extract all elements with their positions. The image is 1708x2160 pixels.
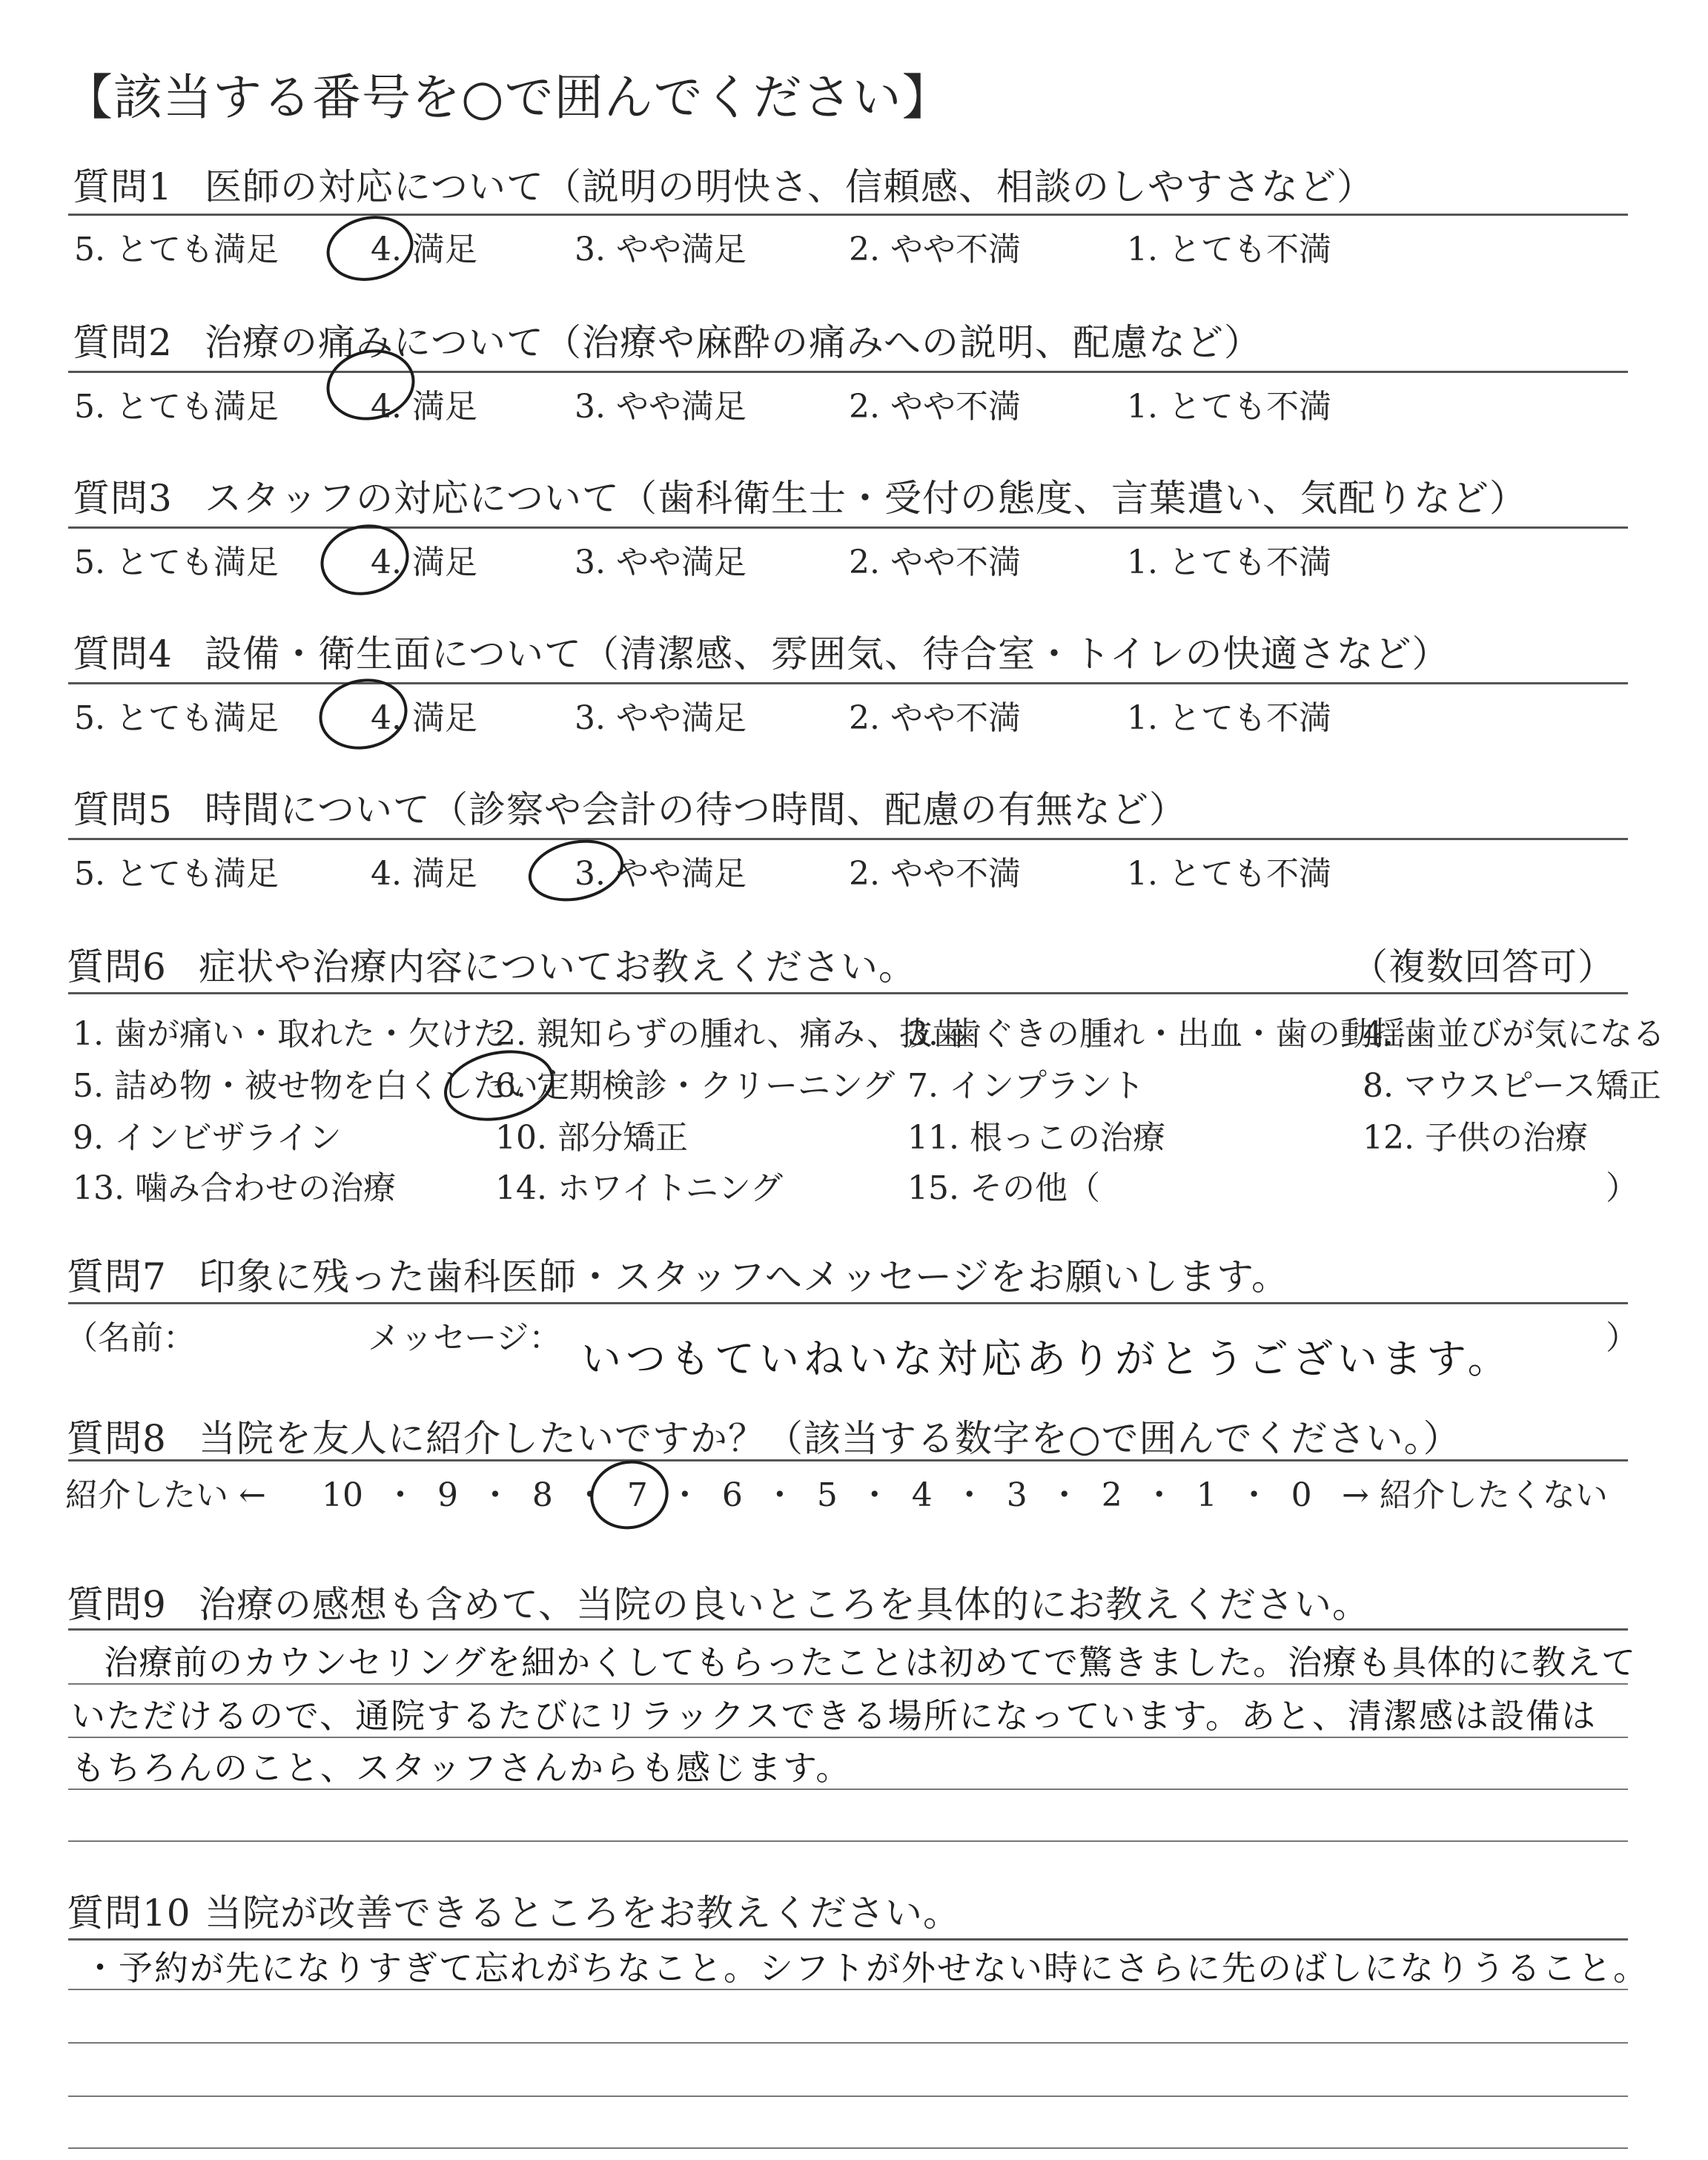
q3-selection-circle [314, 517, 416, 604]
q1-option-4[interactable]: 4. 満足 [371, 231, 477, 268]
q3-option-5[interactable]: 5. とても満足 [74, 544, 279, 581]
q5-option-5[interactable]: 5. とても満足 [74, 855, 279, 893]
q8-right-label: → 紹介したくない [1342, 1476, 1608, 1514]
q10-divider [68, 1938, 1628, 1941]
q7-name-label: （名前： [65, 1319, 196, 1357]
q5-selection-circle [523, 831, 629, 909]
q2-option-2[interactable]: 2. やや不満 [849, 388, 1021, 426]
q2-label: 質問2 [73, 321, 173, 364]
q6-option-13[interactable]: 13. 噛み合わせの治療 [73, 1169, 396, 1207]
q9-answer-handwritten-2[interactable]: いただけるので、通院するたびにリラックスできる場所になっています。あと、清潔感は設備は [71, 1696, 1598, 1736]
q5-text: 時間について（診察や会計の待つ時間、配慮の有無など） [205, 788, 1187, 831]
q1-option-3[interactable]: 3. やや満足 [575, 231, 747, 268]
q5-option-3[interactable]: 3. やや満足 [575, 855, 747, 893]
q10-answer-line-4 [68, 2147, 1628, 2149]
q4-text: 設備・衛生面について（清潔感、雰囲気、待合室・トイレの快適さなど） [205, 633, 1450, 676]
q3-label: 質問3 [73, 477, 173, 520]
q4-option-1[interactable]: 1. とても不満 [1127, 699, 1331, 737]
q6-option-3[interactable]: 3. 歯ぐきの腫れ・出血・歯の動揺 [907, 1015, 1406, 1053]
q6-divider [68, 992, 1628, 994]
q6-option-2[interactable]: 2. 親知らずの腫れ、痛み、抜歯 [495, 1015, 965, 1053]
q4-divider [68, 682, 1628, 684]
q3-option-2[interactable]: 2. やや不満 [849, 544, 1021, 581]
q1-selection-circle [320, 208, 419, 289]
q8-selection-circle [584, 1453, 675, 1536]
q9-text: 治療の感想も含めて、当院の良いところを具体的にお教えください。 [199, 1583, 1370, 1626]
q1-divider [68, 214, 1628, 216]
q9-answer-handwritten-3[interactable]: もちろんのこと、スタッフさんからも感じます。 [71, 1748, 852, 1788]
q2-option-3[interactable]: 3. やや満足 [575, 388, 747, 426]
q1-option-5[interactable]: 5. とても満足 [74, 231, 279, 268]
q3-option-3[interactable]: 3. やや満足 [575, 544, 747, 581]
q3-option-1[interactable]: 1. とても不満 [1127, 544, 1331, 581]
q8-left-label: 紹介したい ← [65, 1476, 266, 1514]
q6-option-7[interactable]: 7. インプラント [907, 1067, 1145, 1105]
q3-divider [68, 526, 1628, 529]
q6-text: 症状や治療内容についてお教えください。 [199, 945, 916, 988]
q2-option-5[interactable]: 5. とても満足 [74, 388, 279, 426]
q4-option-4[interactable]: 4. 満足 [371, 699, 477, 737]
q9-label: 質問9 [67, 1583, 167, 1626]
q10-text: 当院が改善できるところをお教えください。 [205, 1892, 961, 1935]
q10-answer-handwritten-1[interactable]: ・予約が先になりすぎて忘れがちなこと。シフトが外せない時にさらに先のばしになりうること。 [83, 1948, 1649, 1988]
q1-label: 質問1 [73, 165, 173, 208]
q10-answer-line-3 [68, 2095, 1628, 2097]
page-title: 【該当する番号を○で囲んでください】 [64, 69, 952, 126]
q7-divider [68, 1302, 1628, 1304]
q10-label: 質問10 [67, 1892, 191, 1935]
q2-option-1[interactable]: 1. とても不満 [1127, 388, 1331, 426]
q6-note: （複数回答可） [1351, 945, 1615, 988]
q6-option-11[interactable]: 11. 根っこの治療 [907, 1119, 1165, 1157]
q5-option-2[interactable]: 2. やや不満 [849, 855, 1021, 893]
q1-text: 医師の対応について（説明の明快さ、信頼感、相談のしやすさなど） [205, 165, 1374, 208]
q2-text: 治療の痛みについて（治療や麻酔の痛みへの説明、配慮など） [205, 321, 1262, 364]
q9-answer-handwritten-1[interactable]: 治療前のカウンセリングを細かくしてもらったことは初めてで驚きました。治療も具体的に教えて [104, 1642, 1637, 1682]
q4-label: 質問4 [73, 633, 173, 676]
q9-answer-line-4 [68, 1840, 1628, 1842]
q2-option-4[interactable]: 4. 満足 [371, 388, 477, 426]
q8-scale[interactable]: 10 ・ 9 ・ 8 ・ 7 ・ 6 ・ 5 ・ 4 ・ 3 ・ 2 ・ 1 ・ 0 [322, 1476, 1312, 1514]
q6-option-8[interactable]: 8. マウスピース矯正 [1363, 1067, 1661, 1105]
q6-option-1[interactable]: 1. 歯が痛い・取れた・欠けた [73, 1015, 506, 1053]
q6-other-close: ） [1606, 1169, 1638, 1207]
q6-label: 質問6 [67, 945, 167, 988]
q9-divider [68, 1628, 1628, 1631]
q5-option-1[interactable]: 1. とても不満 [1127, 855, 1331, 893]
q6-option-6[interactable]: 6. 定期検診・クリーニング [495, 1067, 896, 1105]
q4-option-3[interactable]: 3. やや満足 [575, 699, 747, 737]
q8-divider [68, 1459, 1628, 1462]
q1-option-1[interactable]: 1. とても不満 [1127, 231, 1331, 268]
q7-message-label: メッセージ： [368, 1319, 562, 1357]
q7-text: 印象に残った歯科医師・スタッフへメッセージをお願いします。 [199, 1255, 1289, 1298]
q1-option-2[interactable]: 2. やや不満 [849, 231, 1021, 268]
q7-close: ） [1606, 1319, 1638, 1357]
q6-option-10[interactable]: 10. 部分矯正 [495, 1119, 688, 1157]
q6-option-9[interactable]: 9. インビザライン [73, 1119, 342, 1157]
q6-option-5[interactable]: 5. 詰め物・被せ物を白くしたい [73, 1067, 538, 1105]
q6-option-15[interactable]: 15. その他（ [907, 1169, 1100, 1207]
q8-label: 質問8 [67, 1417, 167, 1460]
q5-label: 質問5 [73, 788, 173, 831]
q5-divider [68, 838, 1628, 840]
q10-answer-line-2 [68, 2042, 1628, 2044]
q4-option-5[interactable]: 5. とても満足 [74, 699, 279, 737]
q6-option-14[interactable]: 14. ホワイトニング [495, 1169, 784, 1207]
q6-option-12[interactable]: 12. 子供の治療 [1363, 1119, 1588, 1157]
q8-text: 当院を友人に紹介したいですか？（該当する数字を○で囲んでください。） [199, 1417, 1461, 1460]
q5-option-4[interactable]: 4. 満足 [371, 855, 477, 893]
q3-text: スタッフの対応について（歯科衛生士・受付の態度、言葉遣い、気配りなど） [205, 477, 1527, 520]
q2-divider [68, 371, 1628, 373]
q4-option-2[interactable]: 2. やや不満 [849, 699, 1021, 737]
q3-option-4[interactable]: 4. 満足 [371, 544, 477, 581]
q7-message-handwritten[interactable]: いつもていねいな対応ありがとうございます。 [581, 1335, 1512, 1382]
q7-label: 質問7 [67, 1255, 167, 1298]
q6-option-4[interactable]: 4. 歯並びが気になる [1363, 1015, 1665, 1053]
